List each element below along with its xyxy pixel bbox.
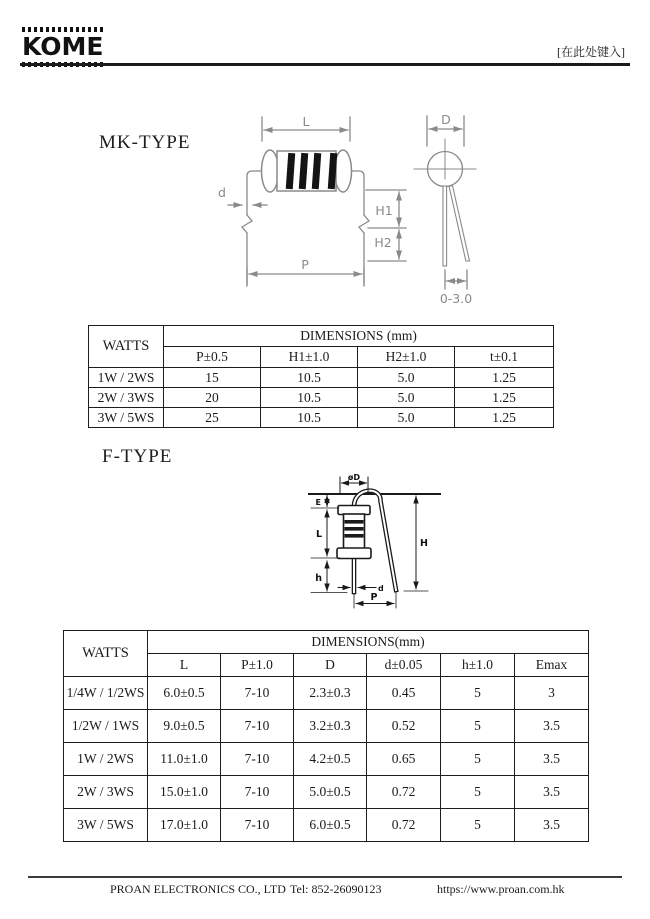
table-cell: 1.25: [455, 388, 554, 408]
mk-type-heading: MK-TYPE: [99, 132, 191, 153]
table-cell: 3.5: [515, 743, 589, 776]
table-cell: 4.2±0.5: [294, 743, 367, 776]
table-row: [89, 388, 554, 408]
type-here-placeholder: [在此处键入]: [557, 45, 625, 59]
col-header: H2±1.0: [358, 347, 455, 368]
f-label-L: L: [315, 529, 322, 540]
table-cell: 3.2±0.3: [294, 710, 367, 743]
col-header: d±0.05: [367, 654, 441, 677]
table-cell: 10.5: [261, 368, 358, 388]
table-cell: 5: [441, 743, 515, 776]
table-cell: 0.72: [367, 776, 441, 809]
f-type-drawing: [303, 471, 449, 614]
mk-dimensions-table: [88, 325, 554, 428]
table-cell: 5.0: [358, 388, 455, 408]
table-cell: 5: [441, 677, 515, 710]
table-cell: 1.25: [455, 408, 554, 428]
footer-telephone: Tel: 852-26090123: [290, 882, 382, 896]
row-header: 1/2W / 1WS: [64, 710, 148, 743]
table-cell: 5: [441, 710, 515, 743]
mk-dimension-lines: [228, 116, 476, 289]
f-watts-header: WATTS: [64, 631, 148, 677]
table-cell: 0.65: [367, 743, 441, 776]
f-resistor-bands: [345, 520, 364, 538]
table-row: [64, 809, 589, 842]
table-row: [64, 677, 589, 710]
table-cell: 6.0±0.5: [148, 677, 221, 710]
row-header: 1/4W / 1/2WS: [64, 677, 148, 710]
col-header: Emax: [515, 654, 589, 677]
table-cell: 10.5: [261, 408, 358, 428]
table-cell: 5: [441, 776, 515, 809]
row-header: 2W / 3WS: [89, 388, 164, 408]
col-header: h±1.0: [441, 654, 515, 677]
table-cell: 5.0±0.5: [294, 776, 367, 809]
table-cell: 5.0: [358, 408, 455, 428]
f-label-H: H: [420, 538, 428, 549]
f-label-h: h: [315, 573, 322, 584]
row-header: 1W / 2WS: [89, 368, 164, 388]
table-cell: 5: [441, 809, 515, 842]
table-cell: 7-10: [221, 677, 294, 710]
mk-watts-header: WATTS: [89, 326, 164, 368]
table-cell: 15: [164, 368, 261, 388]
table-row: [64, 710, 589, 743]
table-cell: 10.5: [261, 388, 358, 408]
table-cell: 7-10: [221, 710, 294, 743]
table-row: [89, 368, 554, 388]
table-cell: 11.0±1.0: [148, 743, 221, 776]
footer-company: PROAN ELECTRONICS CO., LTD: [110, 882, 286, 896]
table-cell: 3: [515, 677, 589, 710]
table-cell: 9.0±0.5: [148, 710, 221, 743]
row-header: 1W / 2WS: [64, 743, 148, 776]
f-label-phi-d: øD: [347, 473, 361, 482]
table-cell: 7-10: [221, 743, 294, 776]
header-divider: [20, 63, 630, 66]
mk-type-drawing: [215, 106, 480, 313]
row-header: 2W / 3WS: [64, 776, 148, 809]
f-label-P: P: [370, 592, 378, 603]
f-label-d: d: [378, 584, 384, 593]
f-label-E: E: [315, 498, 321, 507]
f-dims-header: DIMENSIONS(mm): [148, 631, 589, 654]
table-row: [89, 408, 554, 428]
mk-dimension-labels: [218, 112, 472, 306]
table-cell: 6.0±0.5: [294, 809, 367, 842]
table-cell: 3.5: [515, 710, 589, 743]
table-cell: 25: [164, 408, 261, 428]
col-header: t±0.1: [455, 347, 554, 368]
table-cell: 15.0±1.0: [148, 776, 221, 809]
kome-logo: [22, 27, 104, 67]
col-header: H1±1.0: [261, 347, 358, 368]
table-row: [64, 743, 589, 776]
table-cell: 20: [164, 388, 261, 408]
f-dimensions-table: [63, 630, 589, 842]
mk-dims-header: DIMENSIONS (mm): [164, 326, 554, 347]
table-cell: 1.25: [455, 368, 554, 388]
mk-label-H2: H2: [374, 235, 392, 250]
col-header: D: [294, 654, 367, 677]
logo-text: KOME: [22, 32, 104, 61]
mk-label-L: L: [302, 114, 310, 129]
table-cell: 7-10: [221, 809, 294, 842]
table-cell: 3.5: [515, 776, 589, 809]
col-header: P±1.0: [221, 654, 294, 677]
table-cell: 17.0±1.0: [148, 809, 221, 842]
table-row: [64, 776, 589, 809]
mk-label-P: P: [301, 257, 309, 272]
col-header: P±0.5: [164, 347, 261, 368]
mk-label-d: d: [218, 185, 226, 200]
table-cell: 3.5: [515, 809, 589, 842]
table-cell: 0.52: [367, 710, 441, 743]
row-header: 3W / 5WS: [89, 408, 164, 428]
footer-website-link[interactable]: https://www.proan.com.hk: [437, 882, 565, 896]
footer-divider: [28, 876, 622, 878]
row-header: 3W / 5WS: [64, 809, 148, 842]
table-cell: 0.45: [367, 677, 441, 710]
f-type-heading: F-TYPE: [102, 446, 173, 467]
col-header: L: [148, 654, 221, 677]
mk-label-H1: H1: [375, 203, 393, 218]
table-cell: 0.72: [367, 809, 441, 842]
table-cell: 7-10: [221, 776, 294, 809]
table-cell: 5.0: [358, 368, 455, 388]
mk-label-D: D: [441, 112, 451, 127]
table-cell: 2.3±0.3: [294, 677, 367, 710]
mk-label-lead-spread: 0-3.0: [439, 291, 473, 306]
